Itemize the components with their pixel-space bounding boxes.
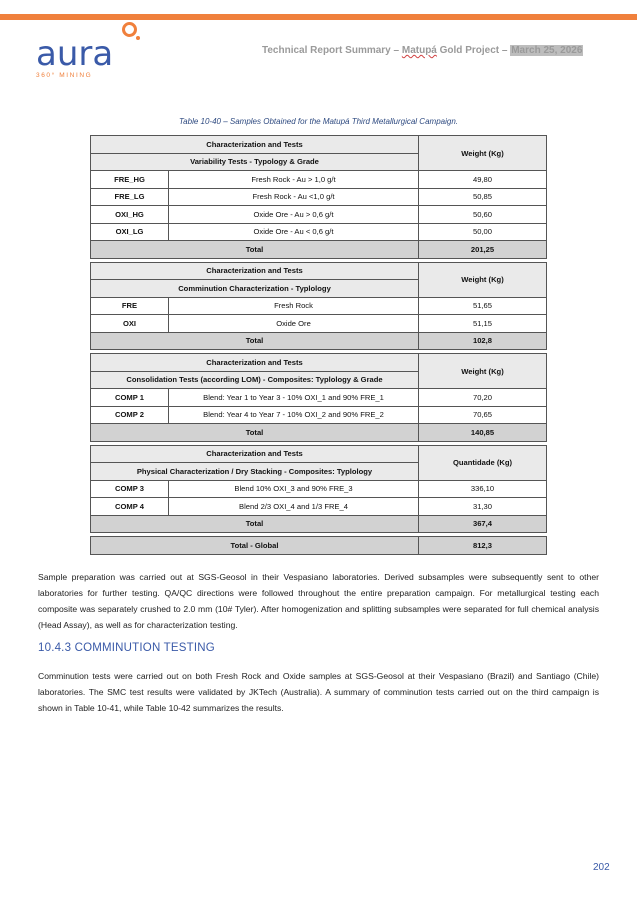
table-group-header — [91, 262, 547, 280]
group-subtitle: Variability Tests - Typology & Grade — [91, 153, 419, 171]
group-title: Characterization and Tests — [91, 136, 419, 154]
table-total-row: Total 367,4 — [91, 515, 547, 533]
table-row: OXI Oxide Ore 51,15 — [91, 315, 547, 333]
table-row: COMP 1 Blend: Year 1 to Year 3 - 10% OXI_1 and 90% FRE_1 70,20 — [91, 389, 547, 407]
group-subtitle: Physical Characterization / Dry Stacking - Composites: Typlology — [91, 463, 419, 481]
samples-table — [90, 135, 547, 555]
table-caption: Table 10-40 – Samples Obtained for the Matupá Third Metallurgical Campaign. — [179, 117, 458, 126]
group-subtitle: Consolidation Tests (according LOM) - Composites: Typlology & Grade — [91, 371, 419, 389]
group-subtitle: Comminution Characterization - Typlology — [91, 280, 419, 298]
table-total-row: Total 102,8 — [91, 332, 547, 350]
table-total-row: Total 201,25 — [91, 241, 547, 259]
report-header-title: Technical Report Summary – Matupá Gold Project – March 25, 2026 — [262, 45, 583, 56]
table-row: FRE Fresh Rock 51,65 — [91, 297, 547, 315]
table-group-header — [91, 445, 547, 463]
table-group-header — [91, 354, 547, 372]
logo-wordmark: aura — [36, 34, 114, 74]
weight-header: Weight (Kg) — [419, 136, 547, 171]
table-total-row: Total 140,85 — [91, 424, 547, 442]
group-title: Characterization and Tests — [91, 262, 419, 280]
samples-table-container — [90, 135, 546, 555]
logo-dot-icon — [136, 36, 140, 40]
table-row: COMP 3 Blend 10% OXI_3 and 90% FRE_3 336,10 — [91, 480, 547, 498]
table-row: COMP 2 Blend: Year 4 to Year 7 - 10% OXI_2 and 90% FRE_2 70,65 — [91, 406, 547, 424]
weight-header: Weight (Kg) — [419, 262, 547, 297]
table-row: FRE_HG Fresh Rock - Au > 1,0 g/t 49,80 — [91, 171, 547, 189]
logo-ring-icon — [122, 22, 137, 37]
aura-logo — [36, 22, 156, 82]
project-name: Matupá — [401, 45, 437, 56]
group-title: Characterization and Tests — [91, 354, 419, 372]
group-title: Characterization and Tests — [91, 445, 419, 463]
paragraph-comminution: Comminution tests were carried out on both Fresh Rock and Oxide samples at SGS-Geosol at their Vespasiano (Brazil) and Santiago (Chile) laboratories. The SMC test results were validated by JKTech (Australia). A summary of comminution tests carried out on the third campaign is shown in Table 10-41, while Table 10-42 summarizes the results. — [38, 671, 599, 713]
table-row: COMP 4 Blend 2/3 OXI_4 and 1/3 FRE_4 31,30 — [91, 498, 547, 516]
weight-header: Quantidade (Kg) — [419, 445, 547, 480]
table-group-header — [91, 136, 547, 154]
table-row: OXI_HG Oxide Ore - Au > 0,6 g/t 50,60 — [91, 206, 547, 224]
logo-tagline: 360° MINING — [36, 72, 93, 79]
report-date: March 25, 2026 — [511, 45, 583, 56]
page-number: 202 — [593, 862, 610, 873]
paragraph-sample-preparation: Sample preparation was carried out at SGS-Geosol in their Vespasiano laboratories. Derived subsamples were subsequently sent to other laboratories for further testing. QA/QC directions were followed throughout the entire preparation campaign. For metallurgical testing each composite was separately crushed to 2.0 mm (10# Tyler). After homogenization and splitting subsamples were separated for full chemical analysis (Head Assay), as well as for characterization testing. — [38, 572, 599, 630]
section-heading: 10.4.3 COMMINUTION TESTING — [38, 642, 215, 654]
table-global-total-row: Total - Global 812,3 — [91, 537, 547, 555]
table-row: OXI_LG Oxide Ore - Au < 0,6 g/t 50,00 — [91, 223, 547, 241]
table-row: FRE_LG Fresh Rock - Au <1,0 g/t 50,85 — [91, 188, 547, 206]
header-accent-bar — [0, 14, 637, 20]
weight-header: Weight (Kg) — [419, 354, 547, 389]
